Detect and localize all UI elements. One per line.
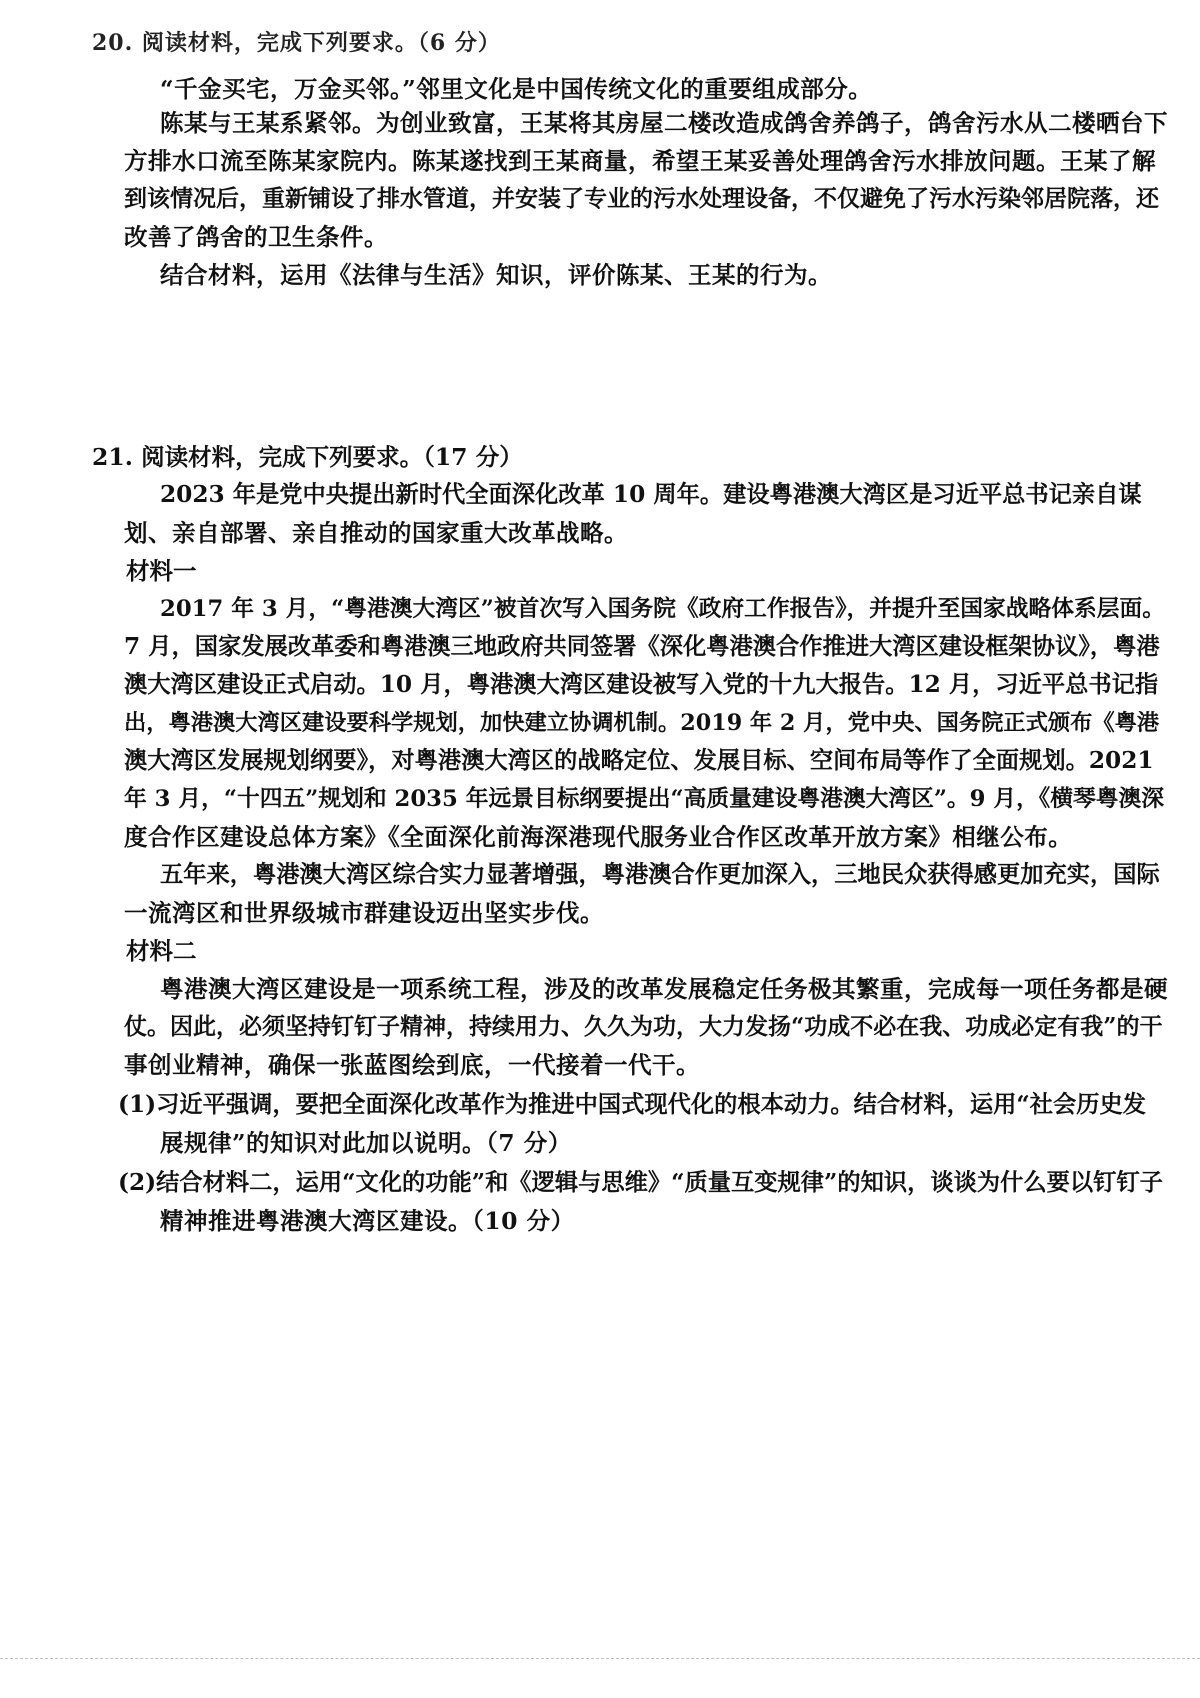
material-1-line-3: 澳大湾区建设正式启动。10 月，粤港澳大湾区建设被写入党的十九大报告。12 月，习近平总书记指 <box>124 671 1159 698</box>
material-2-line-2: 仗。因此，必须坚持钉钉子精神，持续用力、久久为功，大力发扬“功成不必在我、功成必定有我”的干 <box>124 1013 1163 1040</box>
sub-question-1-line-2: 展规律”的知识对此加以说明。（7 分） <box>160 1129 572 1157</box>
material-1-line-9: 一流湾区和世界级城市群建设迈出坚实步伐。 <box>124 899 604 927</box>
material-1-line-8: 五年来，粤港澳大湾区综合实力显著增强，粤港澳合作更加深入，三地民众获得感更加充实，国际 <box>160 861 1160 888</box>
material-1-line-5: 澳大湾区发展规划纲要》，对粤港澳大湾区的战略定位、发展目标、空间布局等作了全面规划。2021 <box>124 747 1154 774</box>
question-20-header: 20. 阅读材料，完成下列要求。（6 分） <box>92 30 501 56</box>
sub-question-2-line-1: (2)结合材料二，运用“文化的功能”和《逻辑与思维》“质量互变规律”的知识，谈谈为什么要以钉钉子 <box>118 1169 1163 1196</box>
q20-line-1: “千金买宅，万金买邻。”邻里文化是中国传统文化的重要组成部分。 <box>160 75 873 103</box>
q21-intro-line-1: 2023 年是党中央提出新时代全面深化改革 10 周年。建设粤港澳大湾区是习近平总书记亲自谋 <box>160 481 1142 508</box>
material-2-line-1: 粤港澳大湾区建设是一项系统工程，涉及的改革发展稳定任务极其繁重，完成每一项任务都是硬 <box>160 975 1168 1003</box>
material-1-label: 材料一 <box>126 557 197 585</box>
q20-prompt: 结合材料，运用《法律与生活》知识，评价陈某、王某的行为。 <box>160 261 832 289</box>
material-2-line-3: 事创业精神，确保一张蓝图绘到底，一代接着一代干。 <box>124 1051 700 1079</box>
q20-line-3: 方排水口流至陈某家院内。陈某遂找到王某商量，希望王某妥善处理鸽舍污水排放问题。王某了解 <box>124 147 1156 175</box>
question-21-header: 21. 阅读材料，完成下列要求。（17 分） <box>92 443 523 471</box>
q21-intro-line-2: 划、亲自部署、亲自推动的国家重大改革战略。 <box>124 519 628 547</box>
sub-question-2-line-2: 精神推进粤港澳大湾区建设。（10 分） <box>160 1207 575 1235</box>
material-1-line-4: 出，粤港澳大湾区建设要科学规划，加快建立协调机制。2019 年 2 月，党中央、国务院正式颁布《粤港 <box>124 710 1160 736</box>
material-1-line-1: 2017 年 3 月，“粤港澳大湾区”被首次写入国务院《政府工作报告》，并提升至国家战略体系层面。 <box>160 596 1165 622</box>
sub-question-1-line-1: (1)习近平强调，要把全面深化改革作为推进中国式现代化的根本动力。结合材料，运用“社会历史发 <box>118 1091 1147 1118</box>
page-bottom-divider <box>0 1658 1200 1659</box>
material-2-label: 材料二 <box>126 937 197 965</box>
q20-line-2: 陈某与王某系紧邻。为创业致富，王某将其房屋二楼改造成鸽舍养鸽子，鸽舍污水从二楼晒台下 <box>160 109 1168 137</box>
q20-line-4: 到该情况后，重新铺设了排水管道，并安装了专业的污水处理设备，不仅避免了污水污染邻居院落，还 <box>124 185 1159 212</box>
material-1-line-7: 度合作区建设总体方案》《全面深化前海深港现代服务业合作区改革开放方案》相继公布。 <box>124 823 1073 851</box>
material-1-line-2: 7 月，国家发展改革委和粤港澳三地政府共同签署《深化粤港澳合作推进大湾区建设框架协议》，粤港 <box>124 633 1160 660</box>
q20-line-5: 改善了鸽舍的卫生条件。 <box>124 223 388 251</box>
material-1-line-6: 年 3 月，“十四五”规划和 2035 年远景目标纲要提出“高质量建设粤港澳大湾区”。9 月，《横琴粤澳深 <box>124 786 1165 812</box>
